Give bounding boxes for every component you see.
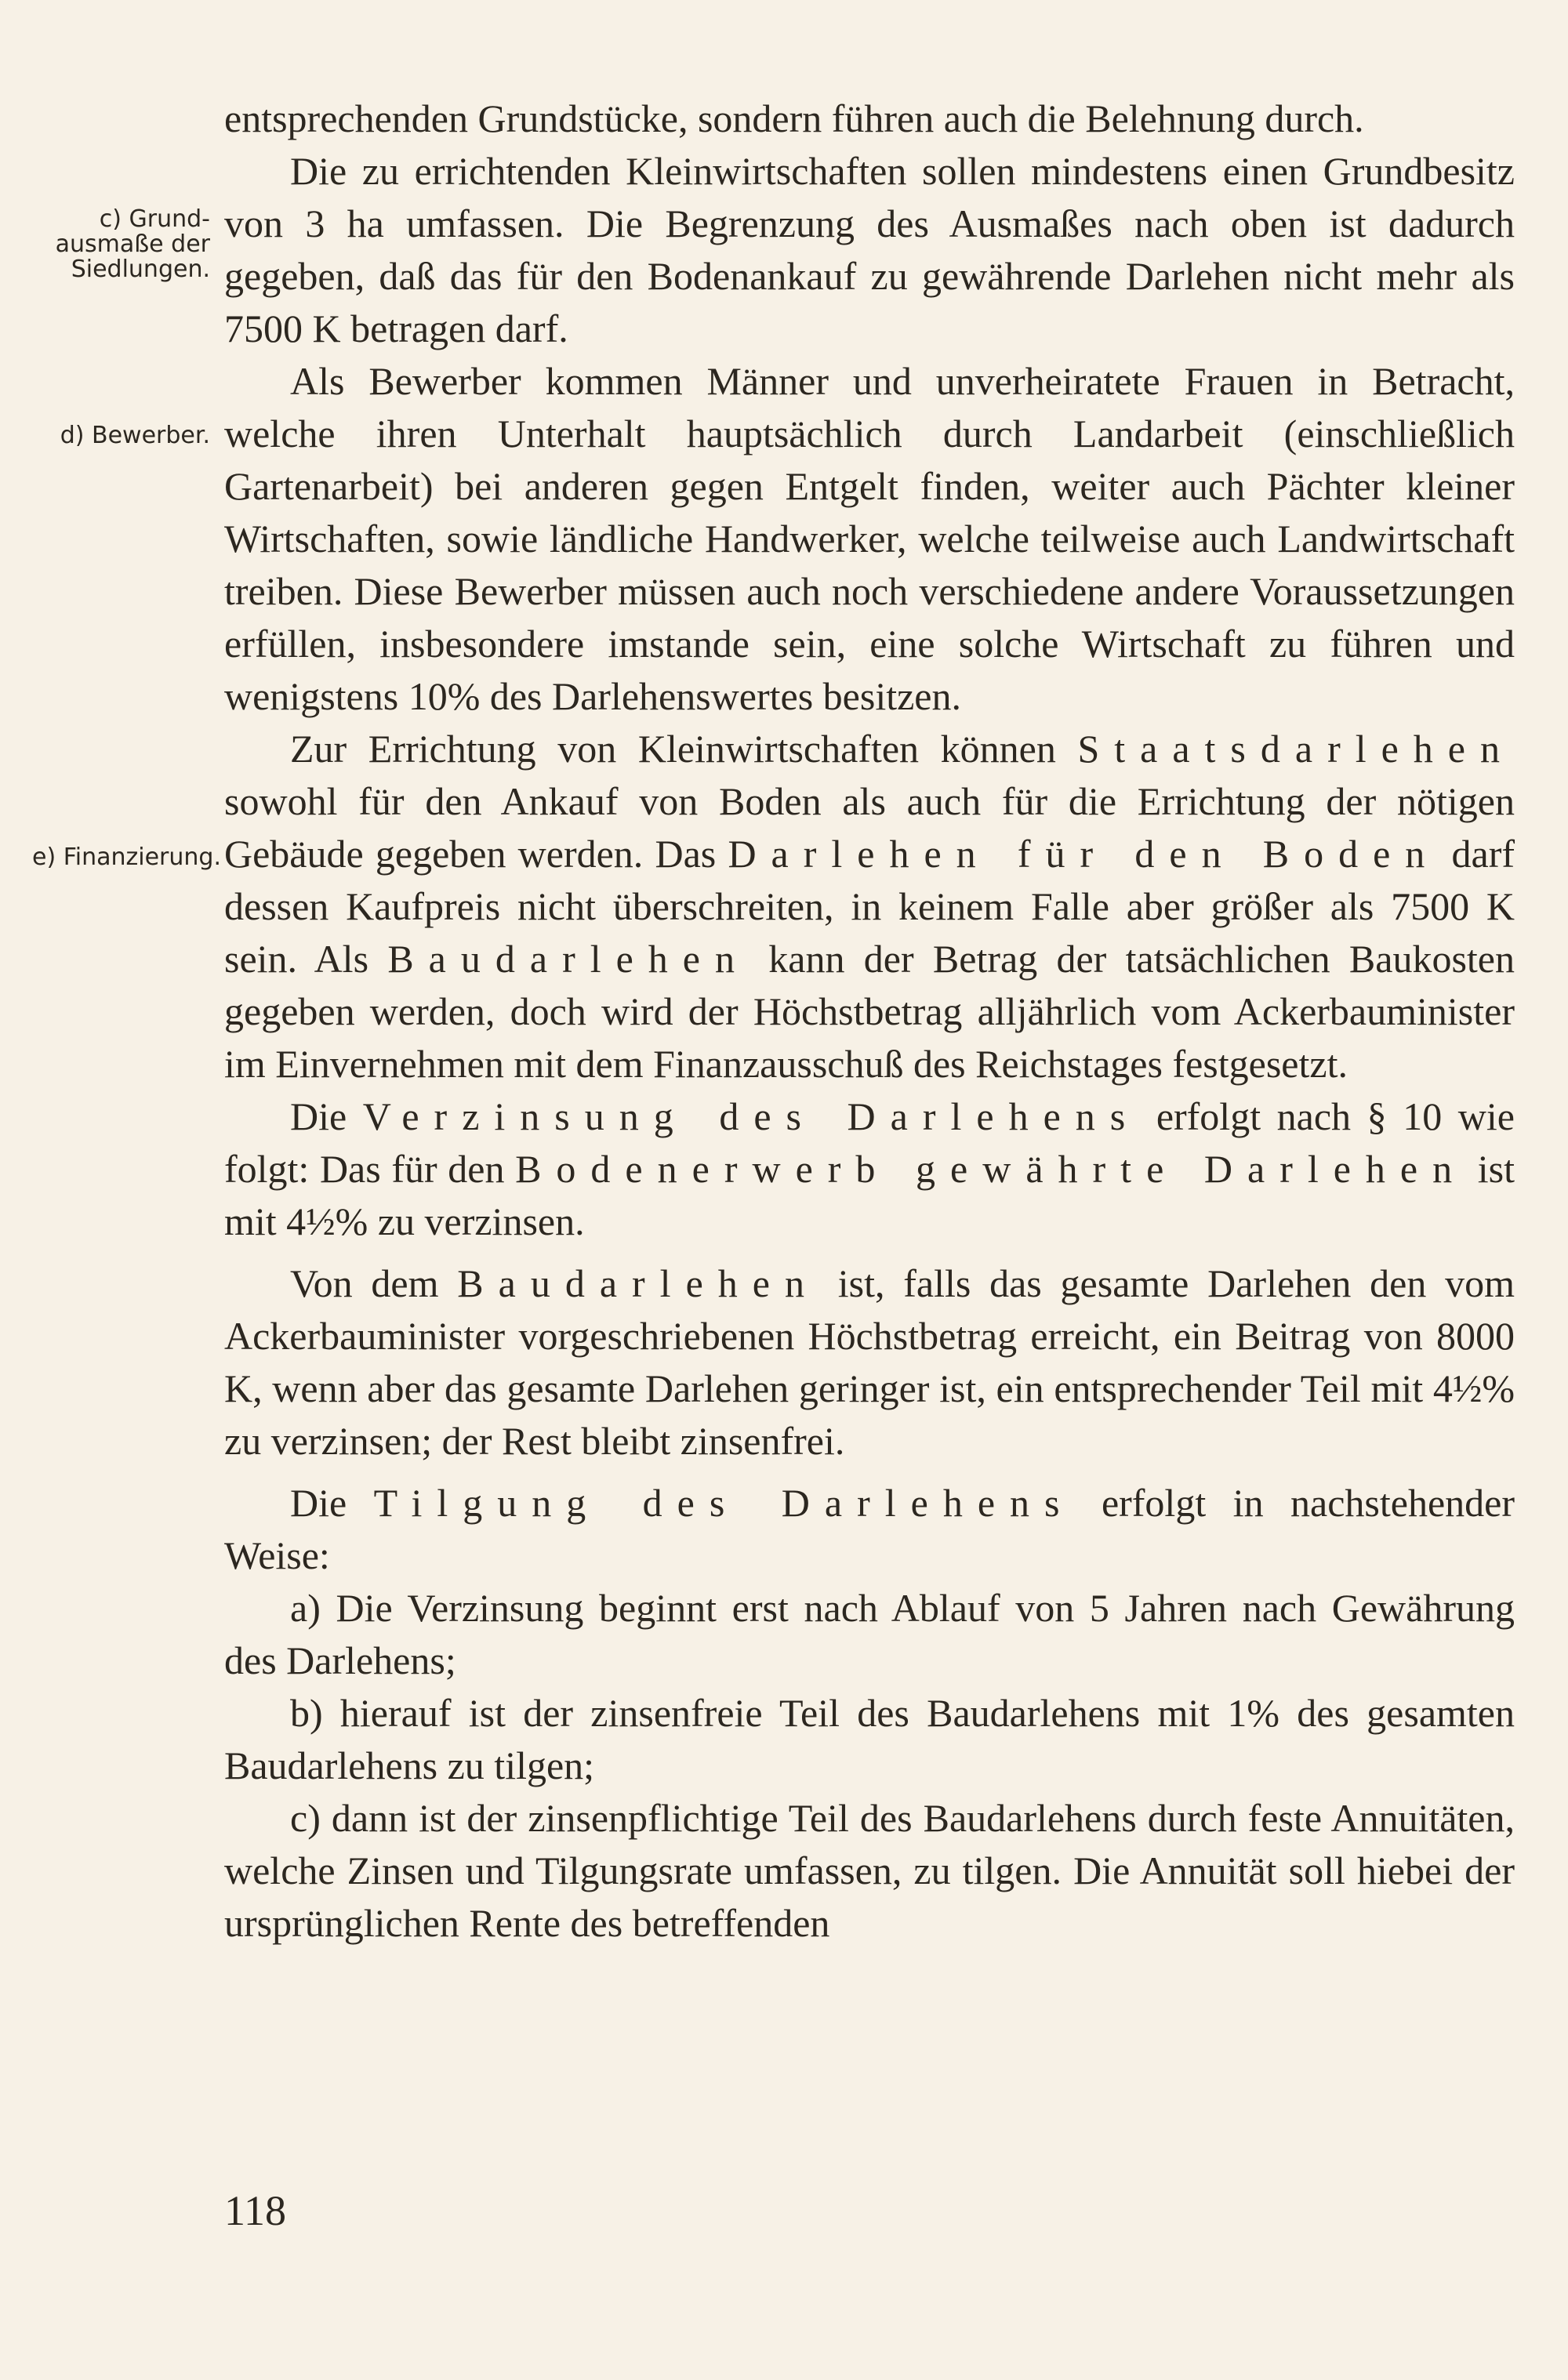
text-run: kann der Betrag der tatsächlichen Baukosten gegeben werden, doch wird der Höchstbetrag alljährlich vom Ackerbauminister im Einvernehmen mit dem Finanzausschuß des Reichstages festgesetzt.	[224, 937, 1515, 1086]
spaced-term: Verzinsung des Darlehens	[362, 1094, 1141, 1138]
text-run: Von dem	[290, 1261, 458, 1305]
text-run: ist mit 4½% zu verzinsen.	[224, 1147, 1515, 1243]
paragraph: Die zu errichtenden Kleinwirtschaften sollen mindestens einen Grundbesitz von 3 ha umfassen. Die Begrenzung des Ausmaßes nach oben ist dadurch gegeben, daß das für den Bodenankauf zu gewährende Darlehen nicht mehr als 7500 K betragen darf.	[224, 149, 1515, 350]
text-run: erfolgt nach § 10 wie folgt: Das für den	[224, 1094, 1515, 1191]
text-run: Die	[290, 1094, 363, 1138]
text-run: ist, falls das gesamte Darlehen den vom Ackerbauminister vorgeschriebenen Höchstbetrag erreicht, ein Beitrag von 8000 K, wenn aber das gesamte Darlehen geringer ist, ein entsprechender Teil mit 4½% zu verzinsen; der Rest bleibt zinsenfrei.	[224, 1261, 1515, 1463]
spaced-term: Tilgung des Darlehens	[373, 1481, 1075, 1525]
list-item: a) Die Verzinsung beginnt erst nach Ablauf von 5 Jahren nach Gewährung des Darlehens;	[224, 1586, 1515, 1682]
spaced-term: Baudarlehen	[387, 937, 750, 981]
paragraph	[224, 1090, 1515, 1248]
paragraph	[224, 723, 1515, 1090]
paragraph	[224, 1257, 1515, 1468]
spaced-term: Darlehen für den Boden	[728, 832, 1440, 876]
body-text	[224, 93, 1515, 1950]
list-item: c) dann ist der zinsenpflichtige Teil des Baudarlehens durch feste Annuitäten, welche Zinsen und Tilgungsrate umfassen, zu tilgen. Die Annuität soll hiebei der ursprünglichen Rente des betreffenden	[224, 1796, 1515, 1945]
margin-note-finanzierung: e) Finanzierung.	[32, 844, 221, 871]
margin-note-bewerber: d) Bewerber.	[60, 422, 210, 449]
paragraph: Als Bewerber kommen Männer und unverheiratete Frauen in Betracht, welche ihren Unterhalt hauptsächlich durch Landarbeit (einschließlich Gartenarbeit) bei anderen gegen Entgelt finden, weiter auch Pächter kleiner Wirtschaften, sowie ländliche Handwerker, welche teilweise auch Landwirtschaft treiben. Diese Bewerber müssen auch noch verschiedene andere Voraussetzungen erfüllen, insbesondere imstande sein, eine solche Wirtschaft zu führen und wenigstens 10% des Darlehenswertes besitzen.	[224, 359, 1515, 718]
list-item: b) hierauf ist der zinsenfreie Teil des Baudarlehens mit 1% des gesamten Baudarlehens zu tilgen;	[224, 1691, 1515, 1787]
spaced-term: Staatsdarlehen	[1077, 727, 1515, 771]
paragraph: entsprechenden Grundstücke, sondern führen auch die Belehnung durch.	[224, 96, 1364, 140]
paragraph	[224, 1477, 1515, 1582]
text-run: darf dessen Kaufpreis nicht überschreiten, in keinem Falle aber größer als 7500 K sein. Als	[224, 832, 1515, 981]
margin-note-grundausmasse: c) Grund- ausmaße der Siedlungen.	[55, 205, 210, 283]
spaced-term: Bodenerwerb gewährte Darlehen	[515, 1147, 1468, 1191]
text-run: Die	[290, 1481, 374, 1525]
text-run: sowohl für den Ankauf von Boden als auch für die Errichtung der nötigen Gebäude gegeben werden. Das	[224, 779, 1515, 876]
spaced-term: Baudarlehen	[457, 1261, 819, 1305]
text-run: Zur Errichtung von Kleinwirtschaften können	[290, 727, 1078, 771]
text-run: erfolgt in nachstehender Weise:	[224, 1481, 1515, 1577]
page-number: 118	[224, 2187, 286, 2234]
